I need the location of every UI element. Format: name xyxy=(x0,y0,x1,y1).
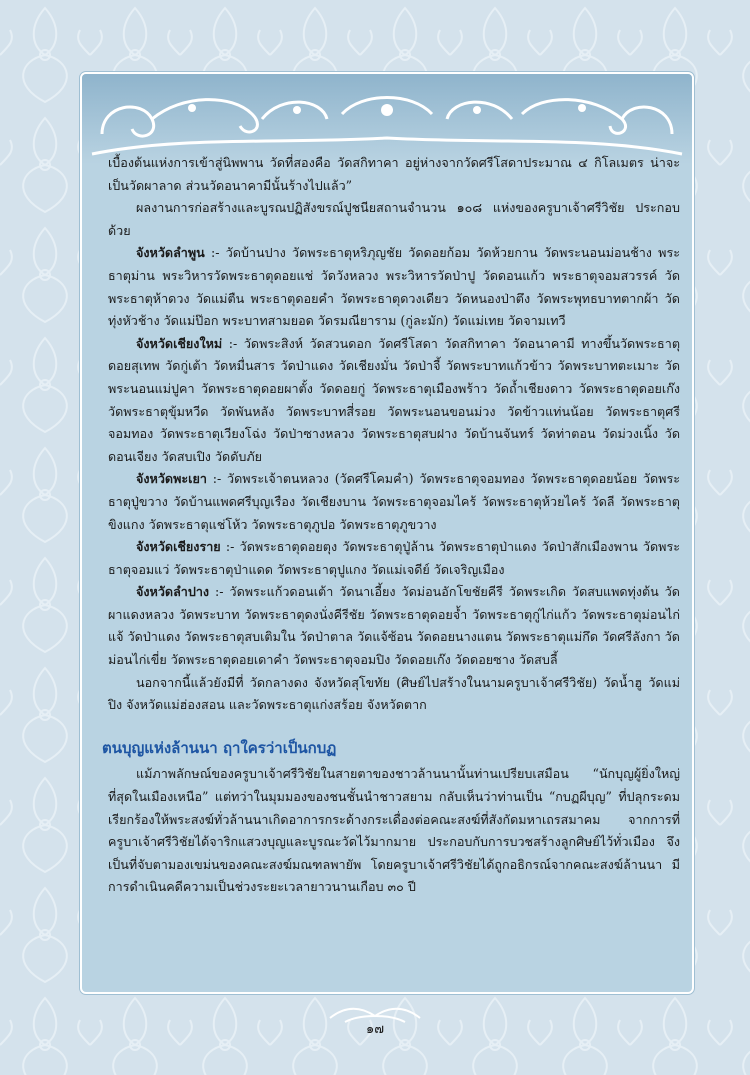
province-text-lamphun: :- วัดบ้านปาง วัดพระธาตุหริภุญชัย วัดดอยก้อม วัดห้วยกาน วัดพระนอนม่อนช้าง พระธาตุม่าน พระวิหารวัดพระธาตุดอยแช่ วัดวังหลวง พระวิหารวัดป่าปู วัดดอนแก้ว พระธาตุจอมสวรรค์ วัดพระธาตุห้าดวง วัดแม่ตืน พระธาตุดอยคำ วัดพระธาตุดวงเดียว วัดหนองป่าตึง วัดพระพุทธบาทตากผ้า วัดทุ่งหัวช้าง วัดแม่ป๊อก พระบาทสามยอด วัดรมณียาราม (กู่ละมัก) วัดแม่เทย วัดจามเทวี xyxy=(108,245,680,329)
province-label-lampang: จังหวัดลำปาง xyxy=(136,584,210,600)
paragraph-lamphun xyxy=(108,242,680,332)
province-text-chiangrai: :- วัดพระธาตุดอยตุง วัดพระธาตุปู่ล้าน วัดพระธาตุป่าแดง วัดป่าสักเมืองพาน วัดพระธาตุจอมแว่ วัดพระธาตุป่าแดด วัดพระธาตุปูแกง วัดแม่เจดีย์ วัดเจริญเมือง xyxy=(108,539,680,577)
scroll-ornament-header xyxy=(82,74,692,164)
paragraph-summary: ผลงานการก่อสร้างและบูรณปฏิสังขรณ์ปูชนียสถานจำนวน ๑๐๘ แห่งของครูบาเจ้าศรีวิชัย ประกอบด้วย xyxy=(108,200,680,238)
province-text-lampang: :- วัดพระแก้วดอนเต้า วัดนาเอี้ยง วัดม่อนอักโขชัยคีรี วัดพระเกิด วัดสบแพดทุ่งต้น วัดผาแดงหลวง วัดพระบาท วัดพระธาตุดงนั่งคีรีชัย วัดพระธาตุดอยจ้ำ วัดพระธาตุกู่ไก่แก้ว วัดพระธาตุม่อนไก่แจ้ วัดป่าแดง วัดพระธาตุสบเติมใน วัดป่าตาล วัดแจ้ซ้อน วัดดอยนางแตน วัดพระธาตุแม่กึด วัดศรีลังกา วัดม่อนไก่เขี่ย วัดพระธาตุดอยเดาคำ วัดพระธาตุจอมปิง วัดดอยเก๊ง วัดดอยซาง วัดสบลี้ xyxy=(108,584,680,668)
document-body xyxy=(102,152,680,899)
paragraph-intro: เบื้องต้นแห่งการเข้าสู่นิพพาน วัดที่สองคือ วัดสกิทาคา อยู่ห่างจากวัดศรีโสดาประมาณ ๔ กิโลเมตร น่าจะเป็นวัดผาลาด ส่วนวัดอนาคามีนั้นร้างไปแล้ว” xyxy=(108,155,680,193)
province-text-chiangmai: :- วัดพระสิงห์ วัดสวนดอก วัดศรีโสดา วัดสกิทาคา วัดอนาคามี ทางขึ้นวัดพระธาตุดอยสุเทพ วัดกู่เต้า วัดหมื่นสาร วัดป่าแดง วัดเชียงมั่น วัดป่าจี้ วัดพระบาทแก้วข้าว วัดพระบาทตะเมาะ วัดพระนอนแม่ปูคา วัดพระธาตุดอยผาตั้ง วัดดอยกู่ วัดพระธาตุเมืองพร้าว วัดถ้ำเชียงดาว วัดพระธาตุดอยเก๊ง วัดพระธาตุขุ้มหวีด วัดพันหลัง วัดพระบาทสี่รอย วัดพระนอนขอนม่วง วัดข้าวแท่นน้อย วัดพระธาตุศรีจอมทอง วัดพระธาตุเวียงโฉ่ง วัดป่าซางหลวง วัดพระธาตุสบฝาง วัดบ้านจันทร์ วัดท่าตอน วัดม่วงเนิ้ง วัดดอนเจียง วัดสบเปิง วัดดับภัย xyxy=(108,335,680,464)
content-panel xyxy=(80,72,694,994)
province-label-lamphun: จังหวัดลำพูน xyxy=(136,245,205,261)
province-label-chiangmai: จังหวัดเชียงใหม่ xyxy=(136,335,223,351)
province-text-phayao: :- วัดพระเจ้าตนหลวง (วัดศรีโคมคำ) วัดพระธาตุจอมทอง วัดพระธาตุดอยน้อย วัดพระธาตุปู่ขวาง วัดบ้านแพดศรีบุญเรือง วัดเชียงบาน วัดพระธาตุจอมไคร้ วัดพระธาตุห้วยไคร้ วัดลี วัดพระธาตุขิงแกง วัดพระธาตุแช่โห้ว วัดพระธาตุภูปอ วัดพระธาตุภูขวาง xyxy=(108,471,680,532)
page-number: ๑๗ xyxy=(365,1022,385,1037)
paragraph-lampang xyxy=(108,581,680,671)
section-heading: ตนบุญแห่งล้านนา ฤาใครว่าเป็นกบฏ xyxy=(102,738,337,757)
paragraph-chiangrai xyxy=(108,536,680,581)
paragraph-rebel-story: แม้ภาพลักษณ์ของครูบาเจ้าศรีวิชัยในสายตาของชาวล้านนานั้นท่านเปรียบเสมือน “นักบุญผู้ยิ่งใหญ่ที่สุดในเมืองเหนือ” แต่ทว่าในมุมมองของชนชั้นนำชาวสยาม กลับเห็นว่าท่านเป็น “กบฏผีบุญ” ที่ปลุกระดมเรียกร้องให้พระสงฆ์ทั่วล้านนาเกิดอาการกระด้างกระเดื่องต่อคณะสงฆ์ที่สังกัดมหาเถรสมาคม จากการที่ครูบาเจ้าศรีวิชัยได้จาริกแสวงบุญและบูรณะวัดไว้มากมาย ประกอบกับการบวชสร้างลูกศิษย์ไว้ทั่วเมือง จึงเป็นที่จับตามองเขม่นของคณะสงฆ์มณฑลพายัพ โดยครูบาเจ้าศรีวิชัยได้ถูกอธิกรณ์จากคณะสงฆ์ล้านนา มีการดำเนินคดีความเป็นช่วงระยะเวลายาวนานเกือบ ๓๐ ปี xyxy=(108,766,680,895)
paragraph-chiangmai xyxy=(108,333,680,469)
province-label-chiangrai: จังหวัดเชียงราย xyxy=(136,539,221,555)
paragraph-phayao xyxy=(108,468,680,536)
paragraph-other-provinces: นอกจากนี้แล้วยังมีที่ วัดกลางดง จังหวัดสุโขทัย (ศิษย์ไปสร้างในนามครูบาเจ้าศรีวิชัย) วัดน้ำฮู วัดแม่ปิง จังหวัดแม่ฮ่องสอน และวัดพระธาตุแก่งสร้อย จังหวัดตาก xyxy=(108,674,680,713)
province-label-phayao: จังหวัดพะเยา xyxy=(136,471,207,487)
